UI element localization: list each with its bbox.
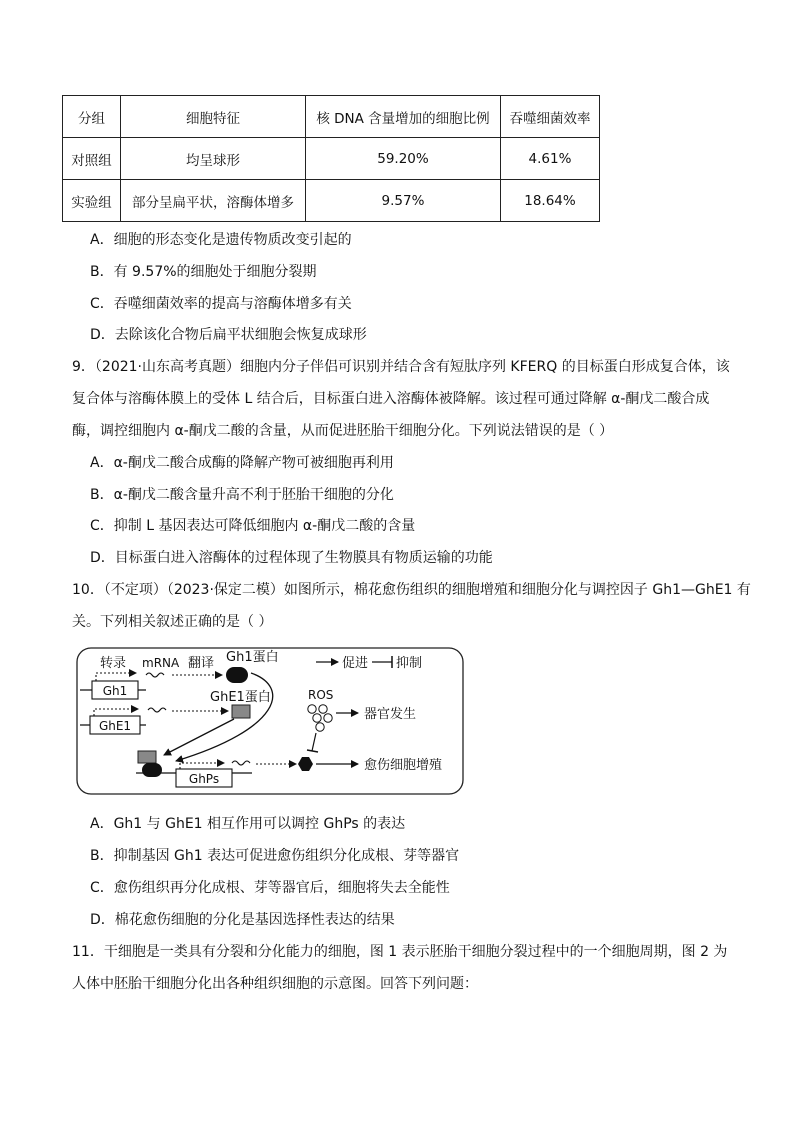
ghe1-protein-icon: [232, 705, 250, 718]
gh1-binding-arrow-icon: [176, 673, 273, 761]
ros-inhibit-line-icon: [312, 733, 316, 751]
table-header-cell: 核 DNA 含量增加的细胞比例: [306, 96, 501, 138]
table-cell: 部分呈扁平状，溶酶体增多: [121, 180, 306, 222]
q10-option-d: D．棉花愈伤细胞的分化是基因选择性表达的结果: [90, 912, 395, 928]
q9-option-b: B．α-酮戊二酸含量升高不利于胚胎干细胞的分化: [90, 487, 394, 503]
q9-stem-line-1: 9．（2021·山东高考真题）细胞内分子伴侣可识别并结合含有短肽序列 KFERQ 的目标蛋白形成复合体，该: [72, 359, 730, 375]
q10-stem-line-2: 关。下列相关叙述正确的是（ ）: [72, 614, 273, 630]
ghe1-binding-arrow-icon: [164, 719, 234, 755]
q8-option-a: A．细胞的形态变化是遗传物质改变引起的: [90, 232, 352, 248]
mrna-label: mRNA: [142, 656, 180, 670]
table-row: [63, 180, 600, 222]
bound-gh1-icon: [142, 763, 162, 777]
translation-label: 翻译: [188, 656, 215, 671]
table-cell: 59.20%: [306, 138, 501, 180]
q11-stem-line-1: 11．干细胞是一类具有分裂和分化能力的细胞，图 1 表示胚胎干细胞分裂过程中的一个细胞周期，图 2 为: [72, 944, 728, 960]
q10-stem-line-1: 10．（不定项）（2023·保定二模）如图所示，棉花愈伤组织的细胞增殖和细胞分化与调控因子 Gh1—GhE1 有: [72, 582, 751, 598]
mrna-wave-icon: [146, 673, 164, 677]
q11-stem-line-2: 人体中胚胎干细胞分化出各种组织细胞的示意图。回答下列问题：: [72, 976, 478, 992]
q9-stem-line-3: 酶，调控细胞内 α-酮戊二酸的含量，从而促进胚胎干细胞分化。下列说法错误的是（ ）: [72, 423, 614, 439]
ghps-protein-icon: [298, 757, 313, 771]
legend-promote: 促进: [342, 656, 369, 671]
q9-option-d: D．目标蛋白进入溶酶体的过程体现了生物膜具有物质运输的功能: [90, 550, 493, 566]
q9-option-a: A．α-酮戊二酸合成酶的降解产物可被细胞再利用: [90, 455, 394, 471]
table-row: [63, 138, 600, 180]
ros-label: ROS: [308, 688, 334, 702]
q10-option-a: A．Gh1 与 GhE1 相互作用可以调控 GhPs 的表达: [90, 816, 406, 832]
transcription-label: 转录: [100, 656, 127, 671]
q8-option-c: C．吞噬细菌效率的提高与溶酶体增多有关: [90, 296, 352, 312]
bound-ghe1-icon: [138, 751, 156, 763]
gh1-protein-label: Gh1蛋白: [226, 650, 279, 665]
table-cell: 4.61%: [501, 138, 600, 180]
data-table: [62, 95, 600, 222]
gh1-protein-icon: [226, 667, 248, 683]
table-header-cell: 细胞特征: [121, 96, 306, 138]
table-cell: 对照组: [63, 138, 121, 180]
ghe1-gene-label: GhE1: [98, 719, 132, 733]
table-cell: 实验组: [63, 180, 121, 222]
ghe1-protein-label: GhE1蛋白: [210, 690, 271, 705]
table-header-cell: 分组: [63, 96, 121, 138]
gene-regulation-diagram: [76, 647, 464, 795]
ros-molecules-icon: [308, 705, 332, 731]
ghps-gene-label: GhPs: [188, 772, 220, 786]
gh1-gene-label: Gh1: [102, 684, 128, 698]
callus-proliferation-label: 愈伤细胞增殖: [364, 758, 443, 773]
organ-development-label: 器官发生: [364, 707, 417, 722]
q8-option-b: B．有 9.57%的细胞处于细胞分裂期: [90, 264, 317, 280]
q10-option-b: B．抑制基因 Gh1 表达可促进愈伤组织分化成根、芽等器官: [90, 848, 460, 864]
q10-option-c: C．愈伤组织再分化成根、芽等器官后，细胞将失去全能性: [90, 880, 450, 896]
q8-option-d: D．去除该化合物后扁平状细胞会恢复成球形: [90, 327, 367, 343]
legend-inhibit: 抑制: [396, 656, 423, 671]
table-header-row: [63, 96, 600, 138]
table-cell: 18.64%: [501, 180, 600, 222]
table-header-cell: 吞噬细菌效率: [501, 96, 600, 138]
q9-stem-line-2: 复合体与溶酶体膜上的受体 L 结合后，目标蛋白进入溶酶体被降解。该过程可通过降解 α-酮戊二酸合成: [72, 391, 710, 407]
table-cell: 9.57%: [306, 180, 501, 222]
q9-option-c: C．抑制 L 基因表达可降低细胞内 α-酮戊二酸的含量: [90, 518, 416, 534]
table-cell: 均呈球形: [121, 138, 306, 180]
transcription-arrow-icon: [96, 673, 136, 681]
